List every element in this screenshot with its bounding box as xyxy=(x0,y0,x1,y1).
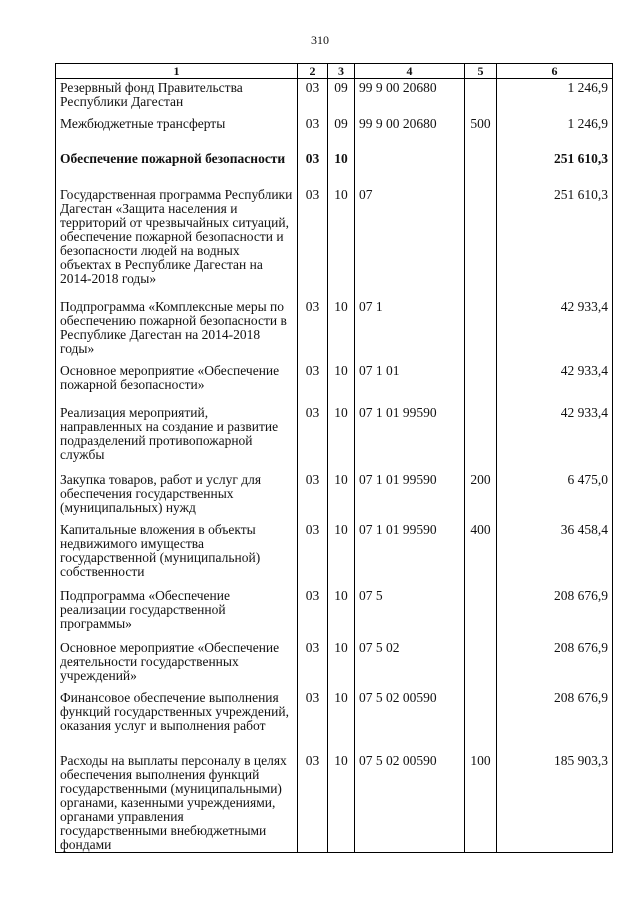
subsection-code-cell: 10 xyxy=(328,587,355,639)
row-name-cell: Закупка товаров, работ и услуг для обеспечения государственных (муниципальных) нужд xyxy=(56,471,298,521)
column-header: 4 xyxy=(355,64,465,79)
subsection-code-cell: 10 xyxy=(328,404,355,471)
expense-type-cell: 200 xyxy=(465,471,497,521)
row-name-cell: Капитальные вложения в объекты недвижимого имущества государственной (муниципальной) собственности xyxy=(56,521,298,587)
amount-cell: 208 676,9 xyxy=(497,639,613,689)
amount-cell: 185 903,3 xyxy=(497,752,613,853)
expense-type-cell xyxy=(465,587,497,639)
subsection-code-cell: 09 xyxy=(328,115,355,150)
amount-cell: 36 458,4 xyxy=(497,521,613,587)
table-row xyxy=(56,471,613,521)
column-header: 1 xyxy=(56,64,298,79)
expense-type-cell: 500 xyxy=(465,115,497,150)
amount-cell: 42 933,4 xyxy=(497,362,613,404)
target-article-cell: 07 1 01 99590 xyxy=(355,404,465,471)
section-code-cell: 03 xyxy=(298,689,328,752)
row-name-cell: Основное мероприятие «Обеспечение деятельности государственных учреждений» xyxy=(56,639,298,689)
subsection-code-cell: 10 xyxy=(328,186,355,298)
subsection-code-cell: 10 xyxy=(328,362,355,404)
row-name-cell: Обеспечение пожарной безопасности xyxy=(56,150,298,186)
target-article-cell: 07 1 01 xyxy=(355,362,465,404)
page-number: 310 xyxy=(311,33,329,47)
row-name-cell: Резервный фонд Правительства Республики Дагестан xyxy=(56,79,298,115)
expense-type-cell xyxy=(465,298,497,362)
table-row xyxy=(56,150,613,186)
table-row xyxy=(56,298,613,362)
target-article-cell: 99 9 00 20680 xyxy=(355,79,465,115)
target-article-cell: 07 5 02 xyxy=(355,639,465,689)
target-article-cell: 07 5 02 00590 xyxy=(355,752,465,853)
section-code-cell: 03 xyxy=(298,521,328,587)
subsection-code-cell: 10 xyxy=(328,521,355,587)
table-row xyxy=(56,639,613,689)
amount-cell: 42 933,4 xyxy=(497,298,613,362)
section-code-cell: 03 xyxy=(298,587,328,639)
target-article-cell: 07 5 xyxy=(355,587,465,639)
section-code-cell: 03 xyxy=(298,115,328,150)
amount-cell: 1 246,9 xyxy=(497,79,613,115)
table-row xyxy=(56,404,613,471)
expense-type-cell xyxy=(465,689,497,752)
expense-type-cell xyxy=(465,404,497,471)
row-name-cell: Реализация мероприятий, направленных на создание и развитие подразделений противопожарной службы xyxy=(56,404,298,471)
row-name-cell: Межбюджетные трансферты xyxy=(56,115,298,150)
subsection-code-cell: 10 xyxy=(328,752,355,853)
subsection-code-cell: 09 xyxy=(328,79,355,115)
table-row xyxy=(56,362,613,404)
target-article-cell: 07 1 xyxy=(355,298,465,362)
target-article-cell xyxy=(355,150,465,186)
amount-cell: 251 610,3 xyxy=(497,186,613,298)
table-row xyxy=(56,521,613,587)
expense-type-cell xyxy=(465,150,497,186)
amount-cell: 208 676,9 xyxy=(497,587,613,639)
row-name-cell: Расходы на выплаты персоналу в целях обеспечения выполнения функций государственными (муниципальными) органами, казенными учреждениями, органами управления государственными внебюджетными фондами xyxy=(56,752,298,853)
expense-type-cell xyxy=(465,79,497,115)
table-row xyxy=(56,186,613,298)
amount-cell: 208 676,9 xyxy=(497,689,613,752)
subsection-code-cell: 10 xyxy=(328,689,355,752)
section-code-cell: 03 xyxy=(298,752,328,853)
subsection-code-cell: 10 xyxy=(328,471,355,521)
target-article-cell: 99 9 00 20680 xyxy=(355,115,465,150)
row-name-cell: Финансовое обеспечение выполнения функций государственных учреждений, оказания услуг и выполнения работ xyxy=(56,689,298,752)
amount-cell: 1 246,9 xyxy=(497,115,613,150)
target-article-cell: 07 xyxy=(355,186,465,298)
subsection-code-cell: 10 xyxy=(328,150,355,186)
table-row xyxy=(56,587,613,639)
target-article-cell: 07 1 01 99590 xyxy=(355,521,465,587)
table-row xyxy=(56,79,613,115)
section-code-cell: 03 xyxy=(298,298,328,362)
column-header: 6 xyxy=(497,64,613,79)
section-code-cell: 03 xyxy=(298,79,328,115)
subsection-code-cell: 10 xyxy=(328,639,355,689)
row-name-cell: Основное мероприятие «Обеспечение пожарной безопасности» xyxy=(56,362,298,404)
expense-type-cell: 100 xyxy=(465,752,497,853)
amount-cell: 251 610,3 xyxy=(497,150,613,186)
column-header: 3 xyxy=(328,64,355,79)
section-code-cell: 03 xyxy=(298,150,328,186)
row-name-cell: Подпрограмма «Обеспечение реализации государственной программы» xyxy=(56,587,298,639)
row-name-cell: Подпрограмма «Комплексные меры по обеспечению пожарной безопасности в Республике Дагестан на 2014-2018 годы» xyxy=(56,298,298,362)
expense-type-cell xyxy=(465,362,497,404)
column-header: 5 xyxy=(465,64,497,79)
table-header-row xyxy=(56,64,613,79)
target-article-cell: 07 5 02 00590 xyxy=(355,689,465,752)
expense-type-cell: 400 xyxy=(465,521,497,587)
section-code-cell: 03 xyxy=(298,362,328,404)
amount-cell: 42 933,4 xyxy=(497,404,613,471)
table-row xyxy=(56,689,613,752)
row-name-cell: Государственная программа Республики Дагестан «Защита населения и территорий от чрезвычайных ситуаций, обеспечение пожарной безопасности и безопасности людей на водных объектах в Республике Дагестан на 2014-2018 годы» xyxy=(56,186,298,298)
budget-table xyxy=(55,63,613,853)
expense-type-cell xyxy=(465,639,497,689)
subsection-code-cell: 10 xyxy=(328,298,355,362)
section-code-cell: 03 xyxy=(298,471,328,521)
section-code-cell: 03 xyxy=(298,186,328,298)
section-code-cell: 03 xyxy=(298,639,328,689)
section-code-cell: 03 xyxy=(298,404,328,471)
expense-type-cell xyxy=(465,186,497,298)
table-row xyxy=(56,752,613,853)
table-row xyxy=(56,115,613,150)
target-article-cell: 07 1 01 99590 xyxy=(355,471,465,521)
column-header: 2 xyxy=(298,64,328,79)
amount-cell: 6 475,0 xyxy=(497,471,613,521)
